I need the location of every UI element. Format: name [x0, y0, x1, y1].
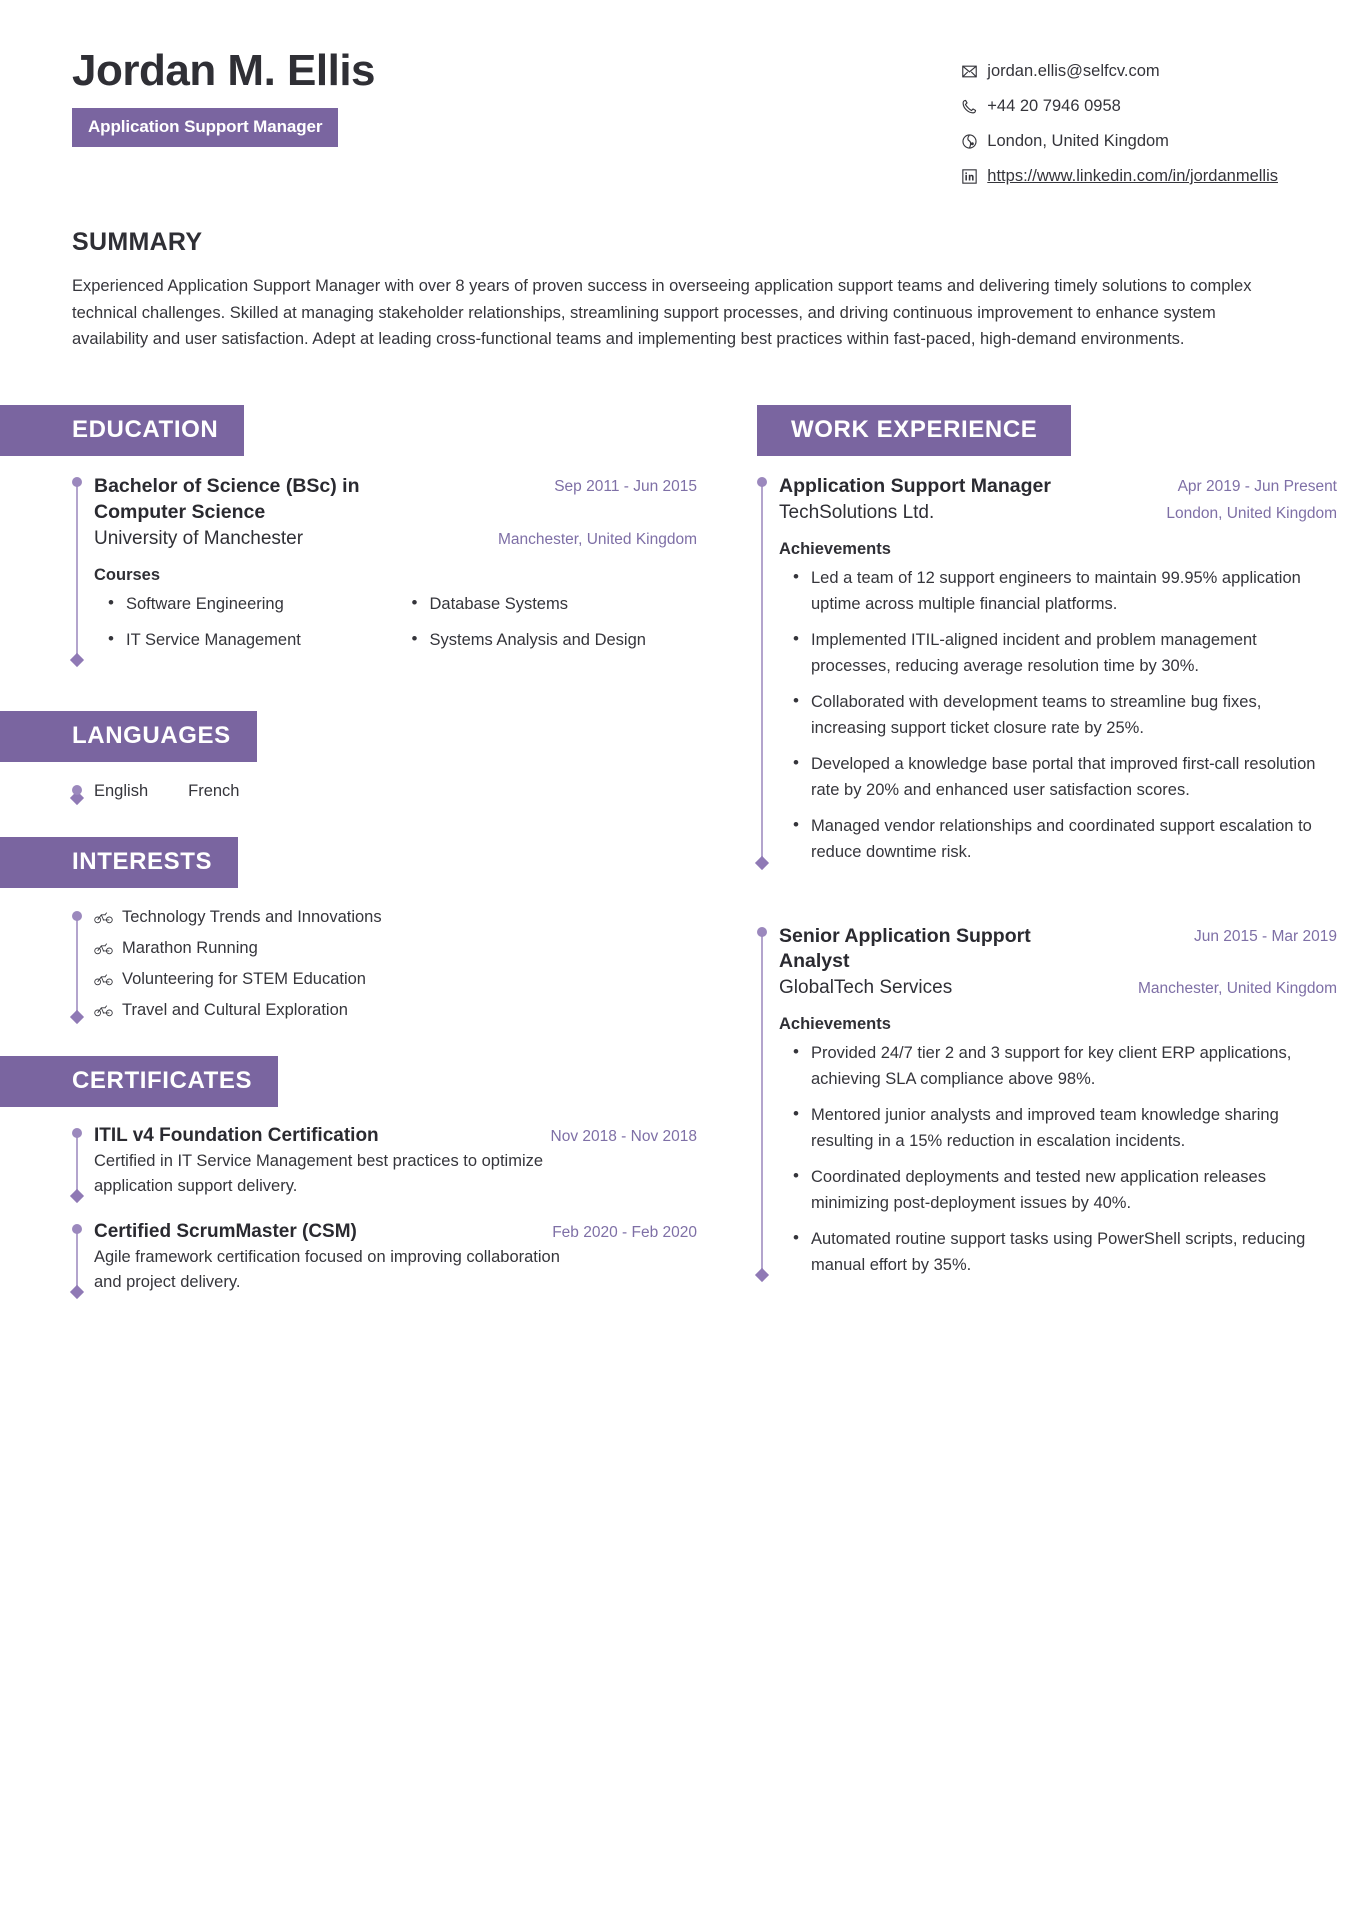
globe-icon [960, 133, 978, 151]
timeline-end-diamond [70, 1189, 84, 1203]
contact-list [960, 62, 1278, 186]
language-item: English [94, 781, 149, 800]
achievements-label: Achievements [779, 1014, 891, 1033]
achievement-item: • Developed a knowledge base portal that improved first-call resolution rate by 20% and enhanced user satisfaction scores. [779, 751, 1337, 803]
resume-body [72, 405, 1337, 1295]
left-column [72, 405, 697, 1295]
certificates-section [72, 1056, 697, 1295]
work-entry-head [779, 474, 1337, 500]
languages-list [94, 782, 697, 801]
right-column [757, 405, 1337, 1288]
certificate-date: Nov 2018 - Nov 2018 [550, 1127, 697, 1145]
work-location: Manchester, United Kingdom [1137, 979, 1337, 997]
bicycle-icon [94, 910, 113, 924]
education-entry-head [94, 474, 697, 525]
education-school: University of Manchester [94, 527, 304, 549]
bicycle-icon [94, 941, 113, 955]
achievement-item: • Managed vendor relationships and coordinated support escalation to reduce downtime risk. [779, 813, 1337, 865]
interest-item [94, 939, 697, 958]
spacer [72, 801, 697, 837]
certificates-banner-wrap [0, 1056, 697, 1107]
timeline-end-diamond [70, 653, 84, 667]
certificate-title: ITIL v4 Foundation Certification [94, 1124, 379, 1146]
work-location: London, United Kingdom [1166, 504, 1337, 522]
certificate-head [94, 1221, 697, 1243]
achievement-item: • Automated routine support tasks using PowerShell scripts, reducing manual effort by 35%. [779, 1226, 1337, 1278]
languages-section [72, 711, 697, 801]
course-item: • IT Service Management [94, 627, 394, 653]
linkedin-icon [960, 168, 978, 186]
achievements-label: Achievements [779, 539, 891, 558]
work-entry-head [779, 924, 1337, 975]
course-item: • Software Engineering [94, 591, 394, 617]
education-location: Manchester, United Kingdom [497, 530, 697, 548]
certificate-entry [94, 1221, 697, 1295]
spacer [72, 667, 697, 711]
timeline-end-diamond [755, 1268, 769, 1282]
envelope-icon [960, 63, 978, 81]
summary-text: Experienced Application Support Manager with over 8 years of proven success in overseeing application support teams and delivering timely solutions to complex technical challenges. Skilled at managing stakeholder relationships, streamlining support processes, and driving continuous improvement to enhance system availability and user satisfaction. Adept at leading cross-functional teams and implementing best practices within fast-paced, high-demand environments. [72, 277, 1252, 349]
interest-label: Travel and Cultural Exploration [122, 1000, 348, 1019]
achievement-item: • Collaborated with development teams to streamline bug fixes, increasing support ticket closure rate by 25%. [779, 689, 1337, 741]
certificate-timeline [72, 1125, 697, 1199]
certificates-heading: CERTIFICATES [0, 1056, 278, 1107]
languages-heading: LANGUAGES [0, 711, 257, 762]
courses-list [94, 591, 697, 663]
certificate-timeline [72, 1221, 697, 1295]
contact-location [960, 132, 1278, 151]
education-date: Sep 2011 - Jun 2015 [554, 478, 697, 496]
contact-phone[interactable] [960, 97, 1278, 116]
certificate-description: Certified in IT Service Management best practices to optimize application support delivery. [94, 1151, 544, 1195]
spacer [72, 1020, 697, 1056]
work-entry-sub [779, 977, 1337, 999]
education-section [72, 405, 697, 663]
certificate-head [94, 1125, 697, 1147]
interests-timeline [72, 908, 697, 1020]
work-date: Jun 2015 - Mar 2019 [1193, 927, 1337, 945]
achievements-list [779, 1040, 1337, 1279]
contact-location-text: London, United Kingdom [987, 132, 1169, 150]
languages-timeline [72, 782, 697, 801]
work-job-title: Application Support Manager [779, 475, 1051, 498]
education-banner-wrap [0, 405, 697, 456]
candidate-name: Jordan M. Ellis [72, 46, 376, 95]
work-experience-heading: WORK EXPERIENCE [757, 405, 1071, 456]
work-entry [779, 924, 1337, 1279]
interest-label: Marathon Running [122, 938, 258, 957]
achievement-item: • Mentored junior analysts and improved team knowledge sharing resulting in a 15% reduction in escalation incidents. [779, 1102, 1337, 1154]
summary-heading: SUMMARY [72, 228, 203, 256]
work-entry-sub [779, 502, 1337, 524]
work-experience-section [757, 405, 1337, 1278]
languages-banner-wrap [0, 711, 697, 762]
interest-label: Volunteering for STEM Education [122, 969, 366, 988]
achievement-item: • Implemented ITIL-aligned incident and problem management processes, reducing average resolution time by 30%. [779, 627, 1337, 679]
summary-section [72, 228, 1278, 353]
achievement-item: • Provided 24/7 tier 2 and 3 support for key client ERP applications, achieving SLA compliance above 98%. [779, 1040, 1337, 1092]
spacer [757, 876, 1337, 906]
bicycle-icon [94, 1003, 113, 1017]
work-timeline [757, 924, 1337, 1279]
achievement-item: • Coordinated deployments and tested new application releases minimizing post-deployment issues by 40%. [779, 1164, 1337, 1216]
contact-email[interactable] [960, 62, 1278, 81]
contact-linkedin-text[interactable]: https://www.linkedin.com/in/jordanmellis [987, 167, 1278, 185]
course-item: • Systems Analysis and Design [398, 627, 698, 653]
work-banner-wrap [757, 405, 1337, 456]
certificate-title: Certified ScrumMaster (CSM) [94, 1220, 357, 1242]
interest-item [94, 908, 697, 927]
interest-item [94, 970, 697, 989]
education-entry-sub [94, 528, 697, 550]
timeline-end-diamond [755, 855, 769, 869]
resume-header [72, 48, 1278, 186]
education-heading: EDUCATION [0, 405, 244, 456]
achievement-item: • Led a team of 12 support engineers to maintain 99.95% application uptime across multiple financial platforms. [779, 565, 1337, 617]
interests-heading: INTERESTS [0, 837, 238, 888]
interests-banner-wrap [0, 837, 697, 888]
timeline-end-diamond [70, 1285, 84, 1299]
phone-icon [960, 98, 978, 116]
candidate-job-title: Application Support Manager [72, 108, 338, 147]
language-item: French [188, 781, 240, 800]
work-company: GlobalTech Services [779, 976, 953, 998]
certificate-description: Agile framework certification focused on improving collaboration and project delivery. [94, 1247, 560, 1291]
interest-label: Technology Trends and Innovations [122, 907, 382, 926]
contact-email-text: jordan.ellis@selfcv.com [987, 62, 1160, 80]
bicycle-icon [94, 972, 113, 986]
course-item: • Database Systems [398, 591, 698, 617]
certificate-date: Feb 2020 - Feb 2020 [552, 1223, 697, 1241]
work-entry [779, 474, 1337, 865]
education-timeline [72, 474, 697, 663]
achievements-list [779, 565, 1337, 866]
contact-linkedin[interactable] [960, 167, 1278, 186]
education-entry [94, 474, 697, 663]
contact-phone-text: +44 20 7946 0958 [987, 97, 1121, 115]
interests-list [94, 908, 697, 1020]
interest-item [94, 1001, 697, 1020]
work-company: TechSolutions Ltd. [779, 501, 935, 523]
interests-section [72, 837, 697, 1020]
courses-label: Courses [94, 565, 161, 584]
identity-block [72, 48, 375, 147]
certificate-entry [94, 1125, 697, 1199]
work-job-title: Senior Application Support Analyst [779, 924, 1031, 973]
work-timeline [757, 474, 1337, 865]
work-date: Apr 2019 - Jun Present [1177, 478, 1337, 496]
education-degree: Bachelor of Science (BSc) in Computer Science [94, 475, 360, 523]
